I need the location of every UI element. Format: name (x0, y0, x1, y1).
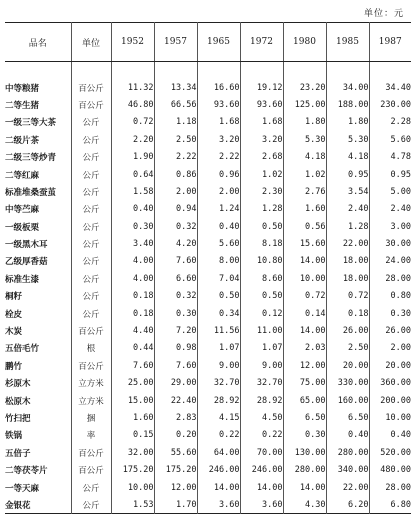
cell-item-name: 五倍毛竹 (5, 344, 40, 355)
cell-price: 8.00 (197, 253, 240, 270)
cell-item-name: 二等生猪 (5, 100, 40, 111)
cell-price: 0.44 (111, 340, 154, 357)
cell-price: 0.95 (326, 166, 369, 183)
cell-price: 1.80 (326, 114, 369, 131)
cell-price: 14.00 (197, 479, 240, 496)
cell-price: 2.22 (154, 148, 197, 165)
cell-price: 0.32 (154, 218, 197, 235)
cell-unit: 公斤 (71, 166, 111, 183)
cell-price: 125.00 (283, 96, 326, 113)
cell-price: 22.00 (326, 235, 369, 252)
cell-price: 4.20 (154, 235, 197, 252)
cell-unit: 公斤 (71, 253, 111, 270)
cell-price: 70.00 (240, 444, 283, 461)
unit-note: 单位：元 (363, 9, 404, 19)
table-row (5, 461, 411, 478)
header-year: 1980 (283, 23, 326, 62)
cell-unit: 公斤 (71, 270, 111, 287)
cell-price: 3.40 (111, 235, 154, 252)
cell-price: 130.00 (283, 444, 326, 461)
cell-price: 3.60 (240, 496, 283, 513)
cell-price: 2.50 (326, 340, 369, 357)
cell-item-name: 二级片茶 (5, 135, 40, 146)
header-year: 1965 (197, 23, 240, 62)
cell-unit: 率 (71, 427, 111, 444)
cell-price: 12.00 (154, 479, 197, 496)
cell-price: 15.60 (283, 235, 326, 252)
table-row (5, 166, 411, 183)
cell-price: 8.18 (240, 235, 283, 252)
table-gap-row (5, 62, 411, 79)
cell-price: 0.18 (111, 305, 154, 322)
cell-price: 10.00 (283, 270, 326, 287)
cell-price: 0.18 (111, 288, 154, 305)
cell-price: 0.15 (111, 427, 154, 444)
cell-price: 32.00 (111, 444, 154, 461)
cell-price: 188.00 (326, 96, 369, 113)
cell-price: 11.00 (240, 322, 283, 339)
cell-price: 18.00 (326, 270, 369, 287)
cell-price: 22.40 (154, 392, 197, 409)
cell-price: 0.34 (197, 305, 240, 322)
cell-price: 46.80 (111, 96, 154, 113)
table-row (5, 235, 411, 252)
cell-price: 1.24 (197, 201, 240, 218)
cell-price: 1.70 (154, 496, 197, 513)
cell-price: 1.60 (283, 201, 326, 218)
cell-price: 0.40 (197, 218, 240, 235)
cell-price: 0.72 (111, 114, 154, 131)
cell-price: 28.00 (369, 479, 411, 496)
cell-item-name: 乙级厚香菇 (5, 257, 48, 268)
table-row (5, 201, 411, 218)
cell-item-name: 二级三等炒青 (5, 153, 57, 164)
cell-price: 20.00 (369, 357, 411, 374)
cell-unit: 立方米 (71, 392, 111, 409)
cell-item-name: 杉原木 (5, 379, 31, 390)
cell-price: 1.68 (240, 114, 283, 131)
table-row (5, 305, 411, 322)
cell-price: 75.00 (283, 375, 326, 392)
table-header-row (5, 23, 411, 62)
cell-price: 0.32 (154, 288, 197, 305)
cell-price: 4.78 (369, 148, 411, 165)
cell-price: 4.40 (111, 322, 154, 339)
cell-unit: 公斤 (71, 235, 111, 252)
table-row (5, 218, 411, 235)
cell-price: 7.60 (111, 357, 154, 374)
cell-price: 22.00 (326, 479, 369, 496)
cell-price: 340.00 (326, 461, 369, 478)
cell-price: 330.00 (326, 375, 369, 392)
cell-price: 0.18 (326, 305, 369, 322)
cell-price: 3.60 (197, 496, 240, 513)
cell-price: 4.18 (326, 148, 369, 165)
cell-price: 2.20 (111, 131, 154, 148)
cell-unit: 公斤 (71, 479, 111, 496)
cell-price: 2.30 (240, 183, 283, 200)
cell-price: 14.00 (283, 322, 326, 339)
cell-price: 0.40 (111, 201, 154, 218)
cell-price: 14.00 (283, 479, 326, 496)
table-row (5, 340, 411, 357)
cell-price: 11.56 (197, 322, 240, 339)
cell-price: 0.50 (240, 218, 283, 235)
cell-price: 1.80 (283, 114, 326, 131)
cell-price: 5.00 (369, 183, 411, 200)
cell-price: 3.20 (197, 131, 240, 148)
cell-unit: 公斤 (71, 305, 111, 322)
table-row (5, 444, 411, 461)
cell-price: 0.30 (154, 305, 197, 322)
table-row (5, 479, 411, 496)
cell-unit: 公斤 (71, 183, 111, 200)
cell-price: 2.00 (369, 340, 411, 357)
cell-price: 0.30 (283, 427, 326, 444)
table-row (5, 79, 411, 96)
cell-price: 2.40 (326, 201, 369, 218)
cell-price: 1.68 (197, 114, 240, 131)
cell-price: 2.00 (197, 183, 240, 200)
cell-price: 93.60 (197, 96, 240, 113)
cell-price: 0.40 (369, 427, 411, 444)
cell-price: 0.56 (283, 218, 326, 235)
cell-unit: 公斤 (71, 496, 111, 513)
table-row (5, 392, 411, 409)
header-unit: 单位 (71, 23, 111, 62)
cell-price: 66.56 (154, 96, 197, 113)
cell-unit: 百公斤 (71, 96, 111, 113)
cell-price: 230.00 (369, 96, 411, 113)
cell-price: 0.64 (111, 166, 154, 183)
cell-price: 14.00 (283, 253, 326, 270)
cell-item-name: 一级三等大茶 (5, 118, 57, 129)
cell-price: 2.83 (154, 409, 197, 426)
cell-price: 1.02 (283, 166, 326, 183)
cell-price: 2.40 (369, 201, 411, 218)
cell-price: 0.80 (369, 288, 411, 305)
cell-price: 1.28 (240, 201, 283, 218)
cell-price: 0.22 (197, 427, 240, 444)
cell-price: 1.28 (326, 218, 369, 235)
cell-unit: 捆 (71, 409, 111, 426)
cell-price: 520.00 (369, 444, 411, 461)
price-table (5, 22, 411, 514)
cell-price: 5.60 (369, 131, 411, 148)
cell-item-name: 鹏竹 (5, 361, 23, 372)
cell-item-name: 二等红麻 (5, 170, 40, 181)
header-year: 1972 (240, 23, 283, 62)
cell-price: 19.12 (240, 79, 283, 96)
header-year: 1952 (111, 23, 154, 62)
cell-price: 4.15 (197, 409, 240, 426)
table-row (5, 270, 411, 287)
cell-price: 0.72 (283, 288, 326, 305)
cell-item-name: 栓皮 (5, 309, 23, 320)
cell-price: 280.00 (326, 444, 369, 461)
table-row (5, 148, 411, 165)
cell-price: 480.00 (369, 461, 411, 478)
cell-price: 6.50 (326, 409, 369, 426)
cell-item-name: 标准生漆 (5, 274, 40, 285)
cell-price: 5.30 (283, 131, 326, 148)
table-row (5, 409, 411, 426)
table-body (5, 62, 411, 514)
table-row (5, 131, 411, 148)
cell-price: 7.04 (197, 270, 240, 287)
cell-unit: 公斤 (71, 288, 111, 305)
table-row (5, 183, 411, 200)
cell-price: 2.28 (369, 114, 411, 131)
cell-item-name: 桐籽 (5, 292, 23, 303)
cell-price: 9.00 (197, 357, 240, 374)
cell-price: 4.00 (111, 253, 154, 270)
cell-price: 0.30 (111, 218, 154, 235)
table-row (5, 288, 411, 305)
cell-price: 3.00 (369, 218, 411, 235)
cell-price: 7.60 (154, 253, 197, 270)
cell-price: 2.68 (240, 148, 283, 165)
cell-unit: 公斤 (71, 131, 111, 148)
cell-price: 6.60 (154, 270, 197, 287)
cell-price: 7.20 (154, 322, 197, 339)
cell-price: 1.07 (197, 340, 240, 357)
cell-price: 9.00 (240, 357, 283, 374)
header-name: 品名 (5, 23, 71, 62)
cell-item-name: 一等天麻 (5, 483, 40, 494)
cell-price: 32.70 (240, 375, 283, 392)
cell-price: 6.80 (369, 496, 411, 513)
cell-unit: 立方米 (71, 375, 111, 392)
cell-unit: 百公斤 (71, 79, 111, 96)
cell-price: 5.60 (197, 235, 240, 252)
cell-price: 200.00 (369, 392, 411, 409)
cell-price: 10.00 (369, 409, 411, 426)
cell-price: 0.50 (240, 288, 283, 305)
cell-price: 20.00 (326, 357, 369, 374)
cell-price: 16.60 (197, 79, 240, 96)
cell-item-name: 铁锅 (5, 431, 23, 442)
cell-item-name: 二等茯苓片 (5, 466, 48, 477)
cell-price: 175.20 (154, 461, 197, 478)
cell-price: 34.40 (369, 79, 411, 96)
cell-price: 1.53 (111, 496, 154, 513)
cell-price: 34.00 (326, 79, 369, 96)
cell-price: 3.20 (240, 131, 283, 148)
cell-price: 0.30 (369, 305, 411, 322)
cell-price: 246.00 (197, 461, 240, 478)
cell-unit: 公斤 (71, 201, 111, 218)
cell-price: 2.22 (197, 148, 240, 165)
cell-price: 11.32 (111, 79, 154, 96)
cell-item-name: 五倍子 (5, 448, 31, 459)
cell-unit: 百公斤 (71, 322, 111, 339)
cell-price: 2.00 (154, 183, 197, 200)
cell-price: 29.00 (154, 375, 197, 392)
cell-price: 26.00 (326, 322, 369, 339)
cell-price: 246.00 (240, 461, 283, 478)
cell-price: 10.00 (111, 479, 154, 496)
cell-price: 1.18 (154, 114, 197, 131)
cell-price: 25.00 (111, 375, 154, 392)
cell-price: 0.94 (154, 201, 197, 218)
cell-price: 0.72 (326, 288, 369, 305)
cell-price: 5.30 (326, 131, 369, 148)
cell-price: 0.95 (369, 166, 411, 183)
cell-price: 1.07 (240, 340, 283, 357)
table-row (5, 427, 411, 444)
header-year: 1985 (326, 23, 369, 62)
cell-price: 1.60 (111, 409, 154, 426)
cell-item-name: 中等苎麻 (5, 205, 40, 216)
cell-price: 4.50 (240, 409, 283, 426)
cell-price: 0.50 (197, 288, 240, 305)
cell-price: 4.18 (283, 148, 326, 165)
table-row (5, 253, 411, 270)
cell-price: 8.60 (240, 270, 283, 287)
cell-price: 0.40 (326, 427, 369, 444)
cell-price: 0.98 (154, 340, 197, 357)
cell-item-name: 松原木 (5, 396, 31, 407)
cell-price: 65.00 (283, 392, 326, 409)
table-row (5, 496, 411, 513)
cell-price: 0.86 (154, 166, 197, 183)
cell-unit: 公斤 (71, 148, 111, 165)
header-year: 1957 (154, 23, 197, 62)
cell-item-name: 一级黑木耳 (5, 240, 48, 251)
cell-price: 0.22 (240, 427, 283, 444)
cell-item-name: 中等粮猪 (5, 83, 40, 94)
cell-price: 15.00 (111, 392, 154, 409)
cell-price: 1.90 (111, 148, 154, 165)
cell-price: 28.92 (240, 392, 283, 409)
table-row (5, 357, 411, 374)
cell-price: 64.00 (197, 444, 240, 461)
cell-price: 6.20 (326, 496, 369, 513)
cell-unit: 百公斤 (71, 461, 111, 478)
cell-price: 23.20 (283, 79, 326, 96)
cell-price: 2.50 (154, 131, 197, 148)
cell-item-name: 金银花 (5, 500, 31, 511)
cell-price: 175.20 (111, 461, 154, 478)
cell-price: 0.20 (154, 427, 197, 444)
cell-price: 18.00 (326, 253, 369, 270)
cell-price: 0.14 (283, 305, 326, 322)
cell-price: 0.96 (197, 166, 240, 183)
cell-price: 160.00 (326, 392, 369, 409)
cell-price: 1.02 (240, 166, 283, 183)
cell-price: 13.34 (154, 79, 197, 96)
cell-unit: 百公斤 (71, 357, 111, 374)
table-row (5, 322, 411, 339)
cell-price: 55.60 (154, 444, 197, 461)
table-row (5, 114, 411, 131)
table-row (5, 96, 411, 113)
cell-price: 28.92 (197, 392, 240, 409)
cell-price: 12.00 (283, 357, 326, 374)
cell-price: 7.60 (154, 357, 197, 374)
cell-item-name: 木炭 (5, 327, 23, 338)
cell-price: 14.00 (240, 479, 283, 496)
cell-price: 24.00 (369, 253, 411, 270)
cell-price: 26.00 (369, 322, 411, 339)
cell-item-name: 标准堆桑蚕茧 (5, 187, 57, 198)
cell-price: 2.76 (283, 183, 326, 200)
cell-price: 280.00 (283, 461, 326, 478)
cell-price: 30.00 (369, 235, 411, 252)
header-year: 1987 (369, 23, 411, 62)
cell-item-name: 一级板栗 (5, 222, 40, 233)
cell-price: 6.50 (283, 409, 326, 426)
cell-price: 93.60 (240, 96, 283, 113)
cell-item-name: 竹扫把 (5, 414, 31, 424)
cell-unit: 公斤 (71, 114, 111, 131)
cell-price: 1.58 (111, 183, 154, 200)
cell-price: 2.03 (283, 340, 326, 357)
cell-unit: 公斤 (71, 218, 111, 235)
cell-price: 360.00 (369, 375, 411, 392)
cell-price: 4.30 (283, 496, 326, 513)
cell-unit: 百公斤 (71, 444, 111, 461)
cell-price: 0.12 (240, 305, 283, 322)
cell-price: 10.80 (240, 253, 283, 270)
cell-price: 32.70 (197, 375, 240, 392)
table-row (5, 375, 411, 392)
cell-price: 3.54 (326, 183, 369, 200)
cell-price: 28.00 (369, 270, 411, 287)
cell-price: 4.00 (111, 270, 154, 287)
cell-unit: 根 (71, 340, 111, 357)
